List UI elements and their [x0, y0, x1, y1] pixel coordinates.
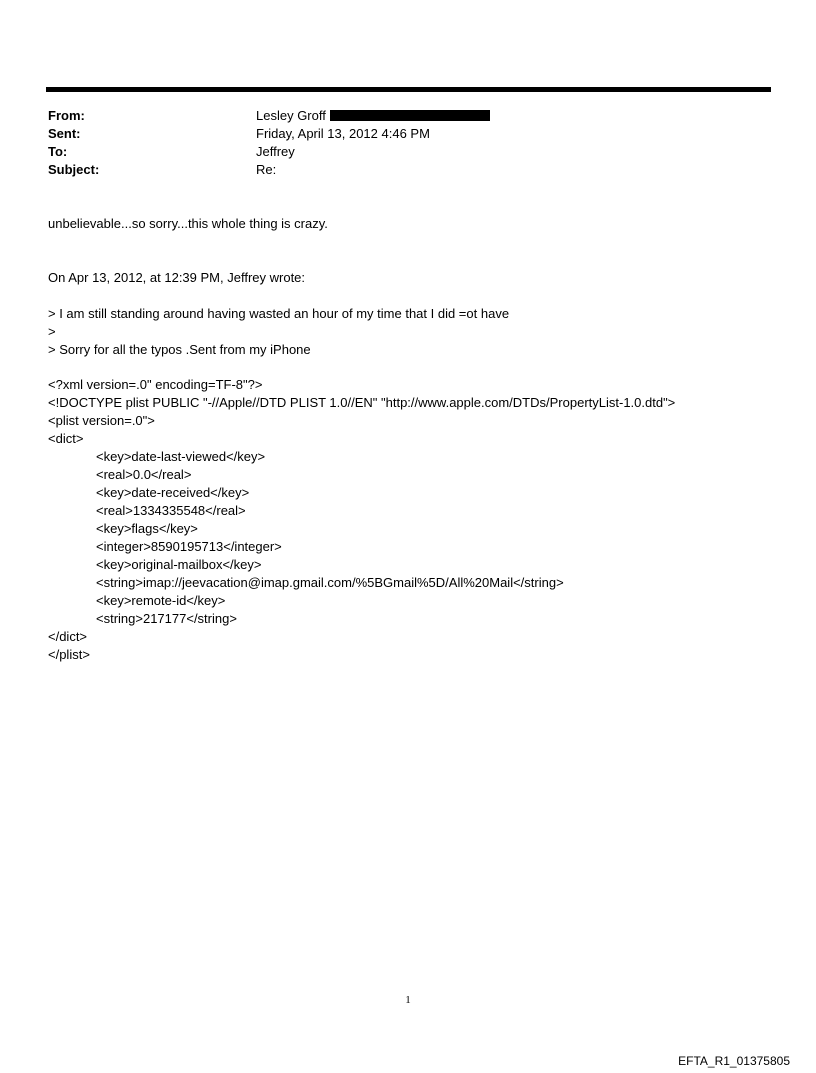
- redaction-bar: [330, 110, 490, 121]
- dict-open-tag: <dict>: [48, 431, 84, 446]
- plist-doctype: <!DOCTYPE plist PUBLIC "-//Apple//DTD PLIST 1.0//EN" "http://www.apple.com/DTDs/PropertyList-1.0.dtd">: [48, 395, 676, 410]
- plist-entry: <key>date-last-viewed</key>: [96, 449, 266, 464]
- plist-entry: <real>1334335548</real>: [96, 503, 246, 518]
- subject-value: Re:: [256, 162, 277, 177]
- to-label: To:: [48, 144, 68, 159]
- plist-entry: <string>217177</string>: [96, 611, 237, 626]
- plist-entry: <key>original-mailbox</key>: [96, 557, 262, 572]
- sent-label: Sent:: [48, 126, 81, 141]
- from-value: [256, 107, 490, 125]
- plist-entry: <key>flags</key>: [96, 521, 198, 536]
- plist-entry: <string>imap://jeevacation@imap.gmail.com/%5BGmail%5D/All%20Mail</string>: [96, 575, 564, 590]
- reply-text: unbelievable...so sorry...this whole thing is crazy.: [48, 216, 328, 231]
- from-label: From:: [48, 108, 85, 123]
- plist-block: [48, 376, 675, 664]
- from-name: Lesley Groff: [256, 108, 326, 123]
- plist-entry: <key>remote-id</key>: [96, 593, 226, 608]
- bates-number: EFTA_R1_01375805: [678, 1054, 790, 1068]
- plist-close-tag: </plist>: [48, 647, 90, 662]
- sent-value: Friday, April 13, 2012 4:46 PM: [256, 126, 430, 141]
- header-rule: [46, 87, 771, 92]
- quoted-line: > I am still standing around having wasted an hour of my time that I did =ot have: [48, 306, 510, 321]
- quoted-line: > Sorry for all the typos .Sent from my iPhone: [48, 342, 311, 357]
- quote-intro: On Apr 13, 2012, at 12:39 PM, Jeffrey wrote:: [48, 270, 306, 285]
- plist-entry: <real>0.0</real>: [96, 467, 192, 482]
- page-number: 1: [405, 994, 411, 1006]
- plist-entry: <integer>8590195713</integer>: [96, 539, 282, 554]
- dict-close-tag: </dict>: [48, 629, 88, 644]
- plist-open-tag: <plist version=.0">: [48, 413, 155, 428]
- plist-entry: <key>date-received</key>: [96, 485, 250, 500]
- plist-xml-declaration: <?xml version=.0" encoding=TF-8"?>: [48, 377, 263, 392]
- to-value: Jeffrey: [256, 144, 295, 159]
- subject-label: Subject:: [48, 162, 100, 177]
- quoted-line: >: [48, 324, 56, 339]
